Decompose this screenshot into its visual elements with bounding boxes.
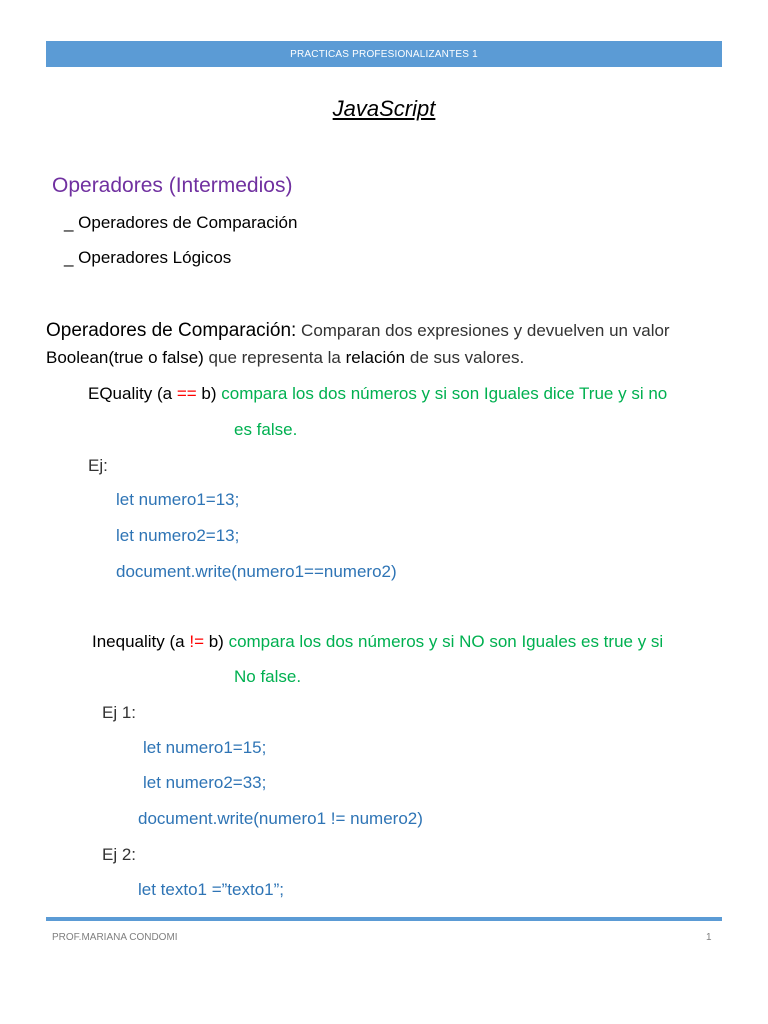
comparison-paragraph-line2 xyxy=(46,348,524,368)
equality-operator: == xyxy=(176,384,197,403)
equality-suffix: b) xyxy=(196,384,217,403)
inequality-description: compara los dos números y si NO son Iguales es true y si xyxy=(223,632,664,651)
section-heading: Operadores (Intermedios) xyxy=(52,174,293,197)
inequality-suffix: b) xyxy=(204,632,224,651)
equality-description-cont: es false. xyxy=(234,420,298,439)
equality-description: compara los dos números y si son Iguales dice True y si no xyxy=(216,384,668,403)
comparison-description: Comparan dos expresiones y devuelven un valor xyxy=(296,321,670,340)
equality-prefix: EQuality (a xyxy=(88,384,177,403)
footer-author: PROF.MARIANA CONDOMI xyxy=(52,932,178,943)
code-line: document.write(numero1 != numero2) xyxy=(138,809,423,828)
code-line: let numero2=33; xyxy=(143,773,267,792)
page-number: 1 xyxy=(706,932,712,943)
equality-example-label: Ej: xyxy=(88,456,108,475)
document-title: JavaScript xyxy=(332,96,436,121)
inequality-example2-label: Ej 2: xyxy=(102,845,137,864)
desc-end: de sus valores. xyxy=(405,348,525,367)
boolean-term: Boolean(true o false) xyxy=(46,348,204,367)
code-line: let numero1=15; xyxy=(143,738,267,757)
desc-part: que representa la xyxy=(203,348,346,367)
inequality-line xyxy=(92,632,663,652)
relation-term: relación xyxy=(345,348,406,367)
equality-line xyxy=(88,384,667,404)
page-header-band xyxy=(46,41,722,67)
bullet-comparison: _ Operadores de Comparación xyxy=(64,213,298,232)
inequality-description-cont: No false. xyxy=(234,667,302,686)
comparison-label: Operadores de Comparación: xyxy=(46,320,297,341)
code-line: let numero2=13; xyxy=(116,526,240,545)
code-line: document.write(numero1==numero2) xyxy=(116,562,397,581)
header-text: PRACTICAS PROFESIONALIZANTES 1 xyxy=(290,48,478,60)
code-line: let texto1 =”texto1”; xyxy=(138,880,284,899)
bullet-logical: _ Operadores Lógicos xyxy=(64,248,232,267)
inequality-operator: != xyxy=(189,632,204,651)
code-line: let numero1=13; xyxy=(116,490,240,509)
inequality-prefix: Inequality (a xyxy=(92,632,190,651)
comparison-paragraph-line1 xyxy=(46,320,670,342)
footer-rule xyxy=(46,917,722,921)
inequality-example1-label: Ej 1: xyxy=(102,703,137,722)
